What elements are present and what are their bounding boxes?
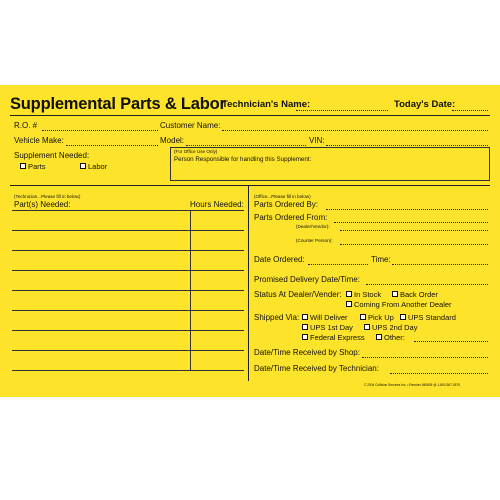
parts-table-row[interactable] — [12, 250, 244, 251]
ups-standard-checkbox[interactable] — [400, 314, 406, 320]
coming-from-checkbox[interactable] — [346, 301, 352, 307]
responsible-person-label: Person Responsible for handling this Supplement: — [174, 156, 312, 163]
counter-person-line[interactable] — [340, 244, 488, 245]
ups-1st-day-label: UPS 1st Day — [310, 323, 353, 332]
pick-up-checkbox[interactable] — [360, 314, 366, 320]
back-order-label: Back Order — [400, 290, 438, 299]
federal-express-checkbox[interactable] — [302, 334, 308, 340]
coming-from-label: Coming From Another Dealer — [354, 300, 452, 309]
parts-table-row[interactable] — [12, 370, 244, 371]
in-stock-checkbox[interactable] — [346, 291, 352, 297]
ship-ups-1st-day-option[interactable] — [302, 323, 353, 332]
form-title: Supplemental Parts & Labor — [10, 95, 226, 113]
ups-1st-day-checkbox[interactable] — [302, 324, 308, 330]
vehicle-make-label: Vehicle Make: — [14, 136, 64, 145]
parts-table-row[interactable] — [12, 290, 244, 291]
parts-table-row[interactable] — [12, 230, 244, 231]
pick-up-label: Pick Up — [368, 313, 394, 322]
will-deliver-label: Will Deliver — [310, 313, 348, 322]
status-back-order-option[interactable] — [392, 290, 438, 299]
customer-name-line[interactable] — [222, 130, 488, 131]
date-ordered-label: Date Ordered: — [254, 255, 305, 264]
ro-line[interactable] — [42, 130, 158, 131]
other-label: Other: — [384, 333, 405, 342]
technician-note: (Technician...Please fill in below) — [14, 194, 81, 199]
parts-ordered-by-label: Parts Ordered By: — [254, 200, 319, 209]
office-note: (Office...Please fill in below) — [254, 194, 311, 199]
section-rule — [10, 185, 490, 186]
labor-option-label: Labor — [88, 162, 108, 171]
header-rule — [10, 115, 490, 116]
customer-name-label: Customer Name: — [160, 121, 221, 130]
parts-table-row[interactable] — [12, 350, 244, 351]
technician-name-line[interactable] — [296, 110, 388, 111]
office-use-note: (For Office Use Only) — [174, 149, 218, 154]
dealer-vendor-line[interactable] — [340, 230, 488, 231]
other-checkbox[interactable] — [376, 334, 382, 340]
shipped-via-label: Shipped Via: — [254, 313, 300, 322]
parts-table-row[interactable] — [12, 210, 244, 211]
parts-ordered-by-line[interactable] — [326, 209, 488, 210]
parts-table-row[interactable] — [12, 310, 244, 311]
parts-checkbox[interactable] — [20, 163, 26, 169]
promised-delivery-label: Promised Delivery Date/Time: — [254, 275, 360, 284]
supplement-parts-option[interactable] — [20, 162, 46, 171]
hours-column-divider — [190, 210, 191, 370]
ship-ups-standard-option[interactable] — [400, 313, 456, 322]
ship-will-deliver-option[interactable] — [302, 313, 348, 322]
parts-ordered-from-line[interactable] — [334, 222, 488, 223]
received-by-shop-label: Date/Time Received by Shop: — [254, 348, 360, 357]
ups-2nd-day-checkbox[interactable] — [364, 324, 370, 330]
received-by-technician-line[interactable] — [390, 373, 488, 374]
footer-fine-print: © 2004 Collision Services Inc. • Reorder IM0609 @ 1-800-367-0575 — [364, 383, 461, 387]
model-label: Model: — [160, 136, 185, 145]
status-label: Status At Dealer/Vender: — [254, 290, 342, 299]
parts-table-row[interactable] — [12, 330, 244, 331]
parts-table-row[interactable] — [12, 270, 244, 271]
todays-date-line[interactable] — [452, 110, 488, 111]
vehicle-make-line[interactable] — [66, 145, 158, 146]
technician-name-label: Technician's Name: — [222, 99, 311, 110]
todays-date-label: Today's Date: — [394, 99, 456, 110]
status-in-stock-option[interactable] — [346, 290, 381, 299]
parts-needed-header: Part(s) Needed: — [14, 200, 71, 209]
model-line[interactable] — [186, 145, 306, 146]
counter-person-label: (Counter Person): — [296, 238, 333, 243]
date-ordered-line[interactable] — [308, 264, 368, 265]
form-card — [0, 85, 500, 397]
will-deliver-checkbox[interactable] — [302, 314, 308, 320]
in-stock-label: In Stock — [354, 290, 382, 299]
parts-option-label: Parts — [28, 162, 46, 171]
vin-line[interactable] — [326, 145, 488, 146]
received-by-technician-label: Date/Time Received by Technician: — [254, 364, 379, 373]
time-label: Time: — [371, 255, 391, 264]
ups-standard-label: UPS Standard — [408, 313, 456, 322]
parts-ordered-from-label: Parts Ordered From: — [254, 213, 328, 222]
ups-2nd-day-label: UPS 2nd Day — [372, 323, 418, 332]
received-by-shop-line[interactable] — [362, 357, 488, 358]
promised-delivery-line[interactable] — [366, 284, 488, 285]
federal-express-label: Federal Express — [310, 333, 365, 342]
column-divider — [248, 186, 249, 381]
ship-other-option[interactable] — [376, 333, 405, 342]
vin-label: VIN: — [309, 136, 325, 145]
hours-needed-header: Hours Needed: — [190, 200, 244, 209]
labor-checkbox[interactable] — [80, 163, 86, 169]
time-line[interactable] — [392, 264, 488, 265]
other-line[interactable] — [414, 341, 488, 342]
ro-label: R.O. # — [14, 121, 38, 130]
ship-federal-express-option[interactable] — [302, 333, 365, 342]
dealer-vendor-label: (Dealer/Vendor): — [296, 224, 330, 229]
supplement-needed-label: Supplement Needed: — [14, 151, 90, 160]
back-order-checkbox[interactable] — [392, 291, 398, 297]
ship-ups-2nd-day-option[interactable] — [364, 323, 417, 332]
supplement-labor-option[interactable] — [80, 162, 107, 171]
status-coming-from-option[interactable] — [346, 300, 452, 309]
office-use-box[interactable] — [170, 147, 490, 181]
ship-pick-up-option[interactable] — [360, 313, 394, 322]
